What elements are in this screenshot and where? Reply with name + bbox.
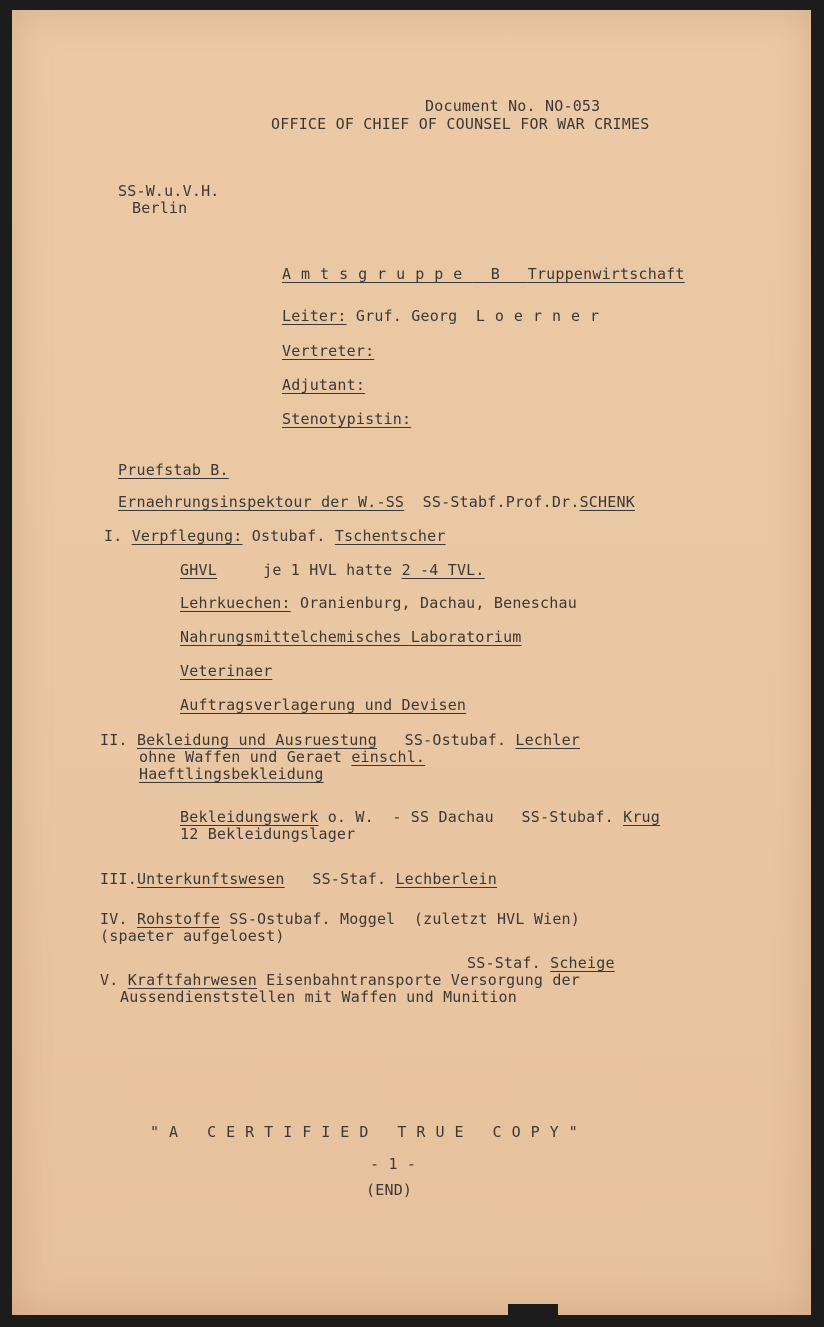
section-ii-line-3: Haeftlingsbekleidung bbox=[139, 765, 324, 783]
section-i: I. Verpflegung: Ostubaf. Tschentscher bbox=[104, 527, 446, 545]
section-i-veterinaer: Veterinaer bbox=[180, 662, 273, 680]
document-sheet bbox=[12, 10, 811, 1315]
paper-notch bbox=[508, 1304, 558, 1316]
vertreter-label: Vertreter: bbox=[282, 342, 375, 360]
document-number: Document No. NO-053 bbox=[425, 97, 601, 115]
amtsgruppe-heading: Amtsgruppe B Truppenwirtschaft bbox=[282, 265, 685, 283]
section-ii-line-2: ohne Waffen und Geraet einschl. bbox=[139, 748, 426, 766]
section-ii-bekleidungswerk: Bekleidungswerk o. W. - SS Dachau SS-Stubaf. Krug bbox=[180, 808, 661, 826]
section-i-laboratorium: Nahrungsmittelchemisches Laboratorium bbox=[180, 628, 522, 646]
office-heading: OFFICE OF CHIEF OF COUNSEL FOR WAR CRIMES bbox=[271, 115, 650, 133]
section-iv-line-2: (spaeter aufgeloest) bbox=[100, 927, 285, 945]
section-v: V. Kraftfahrwesen Eisenbahntransporte Versorgung der bbox=[100, 971, 581, 989]
section-iv: IV. Rohstoffe SS-Ostubaf. Moggel (zuletzt HVL Wien) bbox=[100, 910, 581, 928]
section-i-lehrkuechen: Lehrkuechen: Oranienburg, Dachau, Beneschau bbox=[180, 594, 577, 612]
stenotypistin-label: Stenotypistin: bbox=[282, 410, 412, 428]
section-iii: III.Unterkunftswesen SS-Staf. Lechberlein bbox=[100, 870, 497, 888]
leiter-line: Leiter: Gruf. Georg Loerner bbox=[282, 307, 610, 325]
section-v-line-2: Aussendienststellen mit Waffen und Munition bbox=[120, 988, 517, 1006]
section-ii-bekleidungslager: 12 Bekleidungslager bbox=[180, 825, 356, 843]
page-number: - 1 - bbox=[370, 1155, 417, 1173]
ernaehrung-line: Ernaehrungsinspektour der W.-SS SS-Stabf.Prof.Dr.SCHENK bbox=[118, 493, 635, 511]
section-i-ghvl: GHVL je 1 HVL hatte 2 -4 TVL. bbox=[180, 561, 485, 579]
sender-line-1: SS-W.u.V.H. bbox=[118, 182, 220, 200]
section-ii: II. Bekleidung und Ausruestung SS-Ostubaf. Lechler bbox=[100, 731, 581, 749]
pruefstab: Pruefstab B. bbox=[118, 461, 229, 479]
certified-copy: "A CERTIFIED TRUE COPY" bbox=[150, 1123, 588, 1141]
end-marker: (END) bbox=[366, 1181, 413, 1199]
adjutant-label: Adjutant: bbox=[282, 376, 366, 394]
section-v-person: SS-Staf. Scheige bbox=[467, 954, 615, 972]
section-i-auftragsverlagerung: Auftragsverlagerung und Devisen bbox=[180, 696, 467, 714]
sender-line-2: Berlin bbox=[132, 199, 188, 217]
